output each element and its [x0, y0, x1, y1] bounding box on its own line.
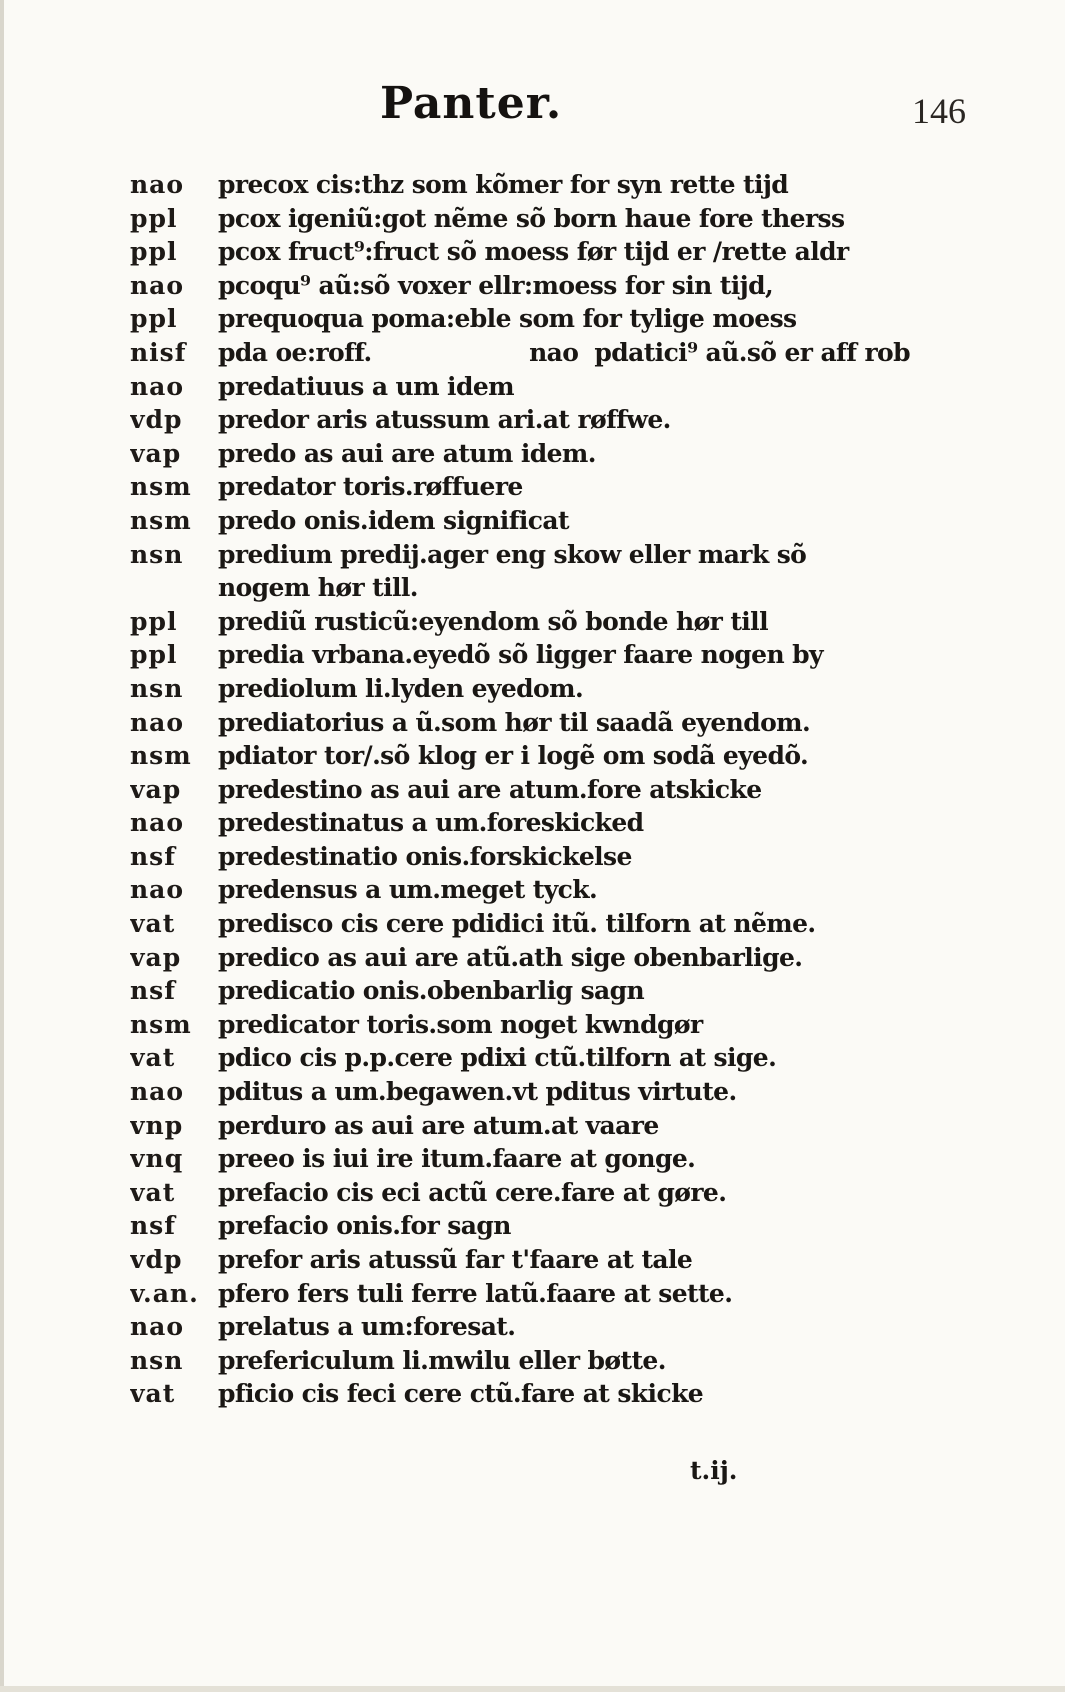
dictionary-entry: [130, 302, 910, 336]
dictionary-entry: [130, 1109, 910, 1143]
grammar-code: vap: [130, 438, 182, 468]
dictionary-entry: [130, 403, 910, 437]
grammar-code: nao: [130, 170, 185, 199]
entry-gloss: pcox igeniũ:got nẽme sõ born haue fore therss: [218, 203, 845, 233]
dictionary-entry: [130, 672, 910, 706]
grammar-code: nao: [130, 1312, 185, 1342]
grammar-code: ppl: [130, 606, 178, 636]
page-bottom-edge: [0, 1686, 1065, 1692]
entry-gloss: pdico cis p.p.cere pdixi ctũ.tilforn at sige.: [218, 1043, 777, 1073]
page-number: 146: [912, 91, 966, 131]
entry-gloss: predensus a um.meget tyck.: [218, 875, 598, 905]
grammar-code: nsm: [130, 741, 192, 771]
entry-gloss: perduro as aui are atum.at vaare: [218, 1110, 659, 1140]
entry-gloss: prequoqua poma:eble som for tylige moess: [218, 304, 797, 334]
grammar-code: nao: [130, 875, 185, 905]
dictionary-entry: [130, 806, 910, 840]
dictionary-entry: [130, 941, 910, 975]
entry-gloss: predo onis.idem significat: [218, 505, 569, 535]
dictionary-entry: [130, 1277, 910, 1311]
dictionary-entry: [130, 1243, 910, 1277]
inline-entry-gloss: pdatici⁹ aũ.sõ er aff rob: [594, 337, 910, 367]
grammar-code: nao: [130, 1077, 185, 1107]
grammar-code: nsf: [130, 1211, 177, 1241]
entry-gloss: predium predij.ager eng skow eller mark sõ: [218, 539, 807, 569]
grammar-code: ppl: [130, 237, 178, 267]
entry-gloss: pficio cis feci cere ctũ.fare at skicke: [218, 1379, 704, 1409]
dictionary-entry: [130, 773, 910, 807]
entry-gloss: predicatio onis.obenbarlig sagn: [218, 976, 645, 1006]
entry-gloss: predator toris.røffuere: [218, 472, 523, 502]
grammar-code: ppl: [130, 203, 178, 233]
entry-gloss: predisco cis cere pdidici itũ. tilforn at nẽme.: [218, 909, 816, 939]
dictionary-entry: [130, 470, 910, 504]
grammar-code: nao: [130, 808, 185, 838]
entry-gloss: pdiator tor/.sõ klog er i logẽ om sodã eyedõ.: [218, 741, 809, 771]
dictionary-entry: [130, 370, 910, 404]
entry-gloss: predor aris atussum ari.at røffwe.: [218, 405, 671, 435]
entry-gloss: prefacio onis.for sagn: [218, 1211, 511, 1241]
entry-gloss: nogem hør till.: [218, 573, 418, 603]
grammar-code: vnp: [130, 1110, 184, 1140]
grammar-code: vat: [130, 909, 176, 939]
dictionary-entry: [130, 571, 910, 605]
dictionary-entry: [130, 504, 910, 538]
dictionary-entry: [130, 1176, 910, 1210]
dictionary-entry: [130, 1344, 910, 1378]
grammar-code: nao: [130, 707, 185, 737]
dictionary-entry: [130, 1142, 910, 1176]
entry-gloss: predia vrbana.eyedõ sõ ligger faare nogen by: [218, 640, 823, 670]
dictionary-entries: [130, 168, 910, 1411]
grammar-code: nsn: [130, 539, 184, 569]
dictionary-entry: [130, 168, 910, 202]
dictionary-entry: [130, 706, 910, 740]
grammar-code: vat: [130, 1177, 176, 1207]
dictionary-entry: [130, 974, 910, 1008]
grammar-code: nsf: [130, 976, 177, 1006]
entry-gloss: pcoqu⁹ aũ:sõ voxer ellr:moess for sin tijd,: [218, 270, 774, 300]
entry-gloss: prediũ rusticũ:eyendom sõ bonde hør till: [218, 606, 768, 636]
entry-gloss: predestinatus a um.foreskicked: [218, 808, 644, 838]
entry-gloss: prefacio cis eci actũ cere.fare at gøre.: [218, 1177, 727, 1207]
grammar-code: vdp: [130, 405, 183, 435]
grammar-code: nsm: [130, 472, 192, 502]
dictionary-entry: [130, 202, 910, 236]
entry-gloss: pda oe:roff.: [218, 337, 372, 367]
entry-gloss: prefericulum li.mwilu eller bøtte.: [218, 1345, 666, 1375]
dictionary-entry: [130, 739, 910, 773]
grammar-code: nsf: [130, 841, 177, 871]
dictionary-entry: [130, 437, 910, 471]
catchword: t.ij.: [690, 1456, 738, 1485]
page-left-edge: [0, 0, 4, 1692]
dictionary-entry: [130, 638, 910, 672]
entry-gloss: prelatus a um:foresat.: [218, 1312, 516, 1342]
grammar-code: ppl: [130, 640, 178, 670]
dictionary-entry: [130, 605, 910, 639]
entry-gloss: predo as aui are atum idem.: [218, 438, 596, 468]
entry-gloss: predico as aui are atũ.ath sige obenbarlige.: [218, 942, 803, 972]
entry-gloss: prediolum li.lyden eyedom.: [218, 673, 584, 703]
entry-gloss: predestinatio onis.forskickelse: [218, 841, 632, 871]
dictionary-entry: [130, 1209, 910, 1243]
entry-gloss: prediatorius a ũ.som hør til saadã eyendom.: [218, 707, 811, 737]
grammar-code: nsn: [130, 673, 184, 703]
dictionary-entry: [130, 907, 910, 941]
entry-gloss: pcox fruct⁹:fruct sõ moess før tijd er /rette aldr: [218, 237, 849, 267]
dictionary-entry: [130, 1310, 910, 1344]
entry-gloss: predicator toris.som noget kwndgør: [218, 1009, 703, 1039]
grammar-code: vnq: [130, 1144, 184, 1174]
dictionary-entry: [130, 269, 910, 303]
grammar-code: v.an.: [130, 1278, 199, 1308]
dictionary-entry: [130, 1041, 910, 1075]
grammar-code: vap: [130, 942, 182, 972]
inline-grammar-code: nao: [529, 337, 579, 367]
grammar-code: nsn: [130, 1345, 184, 1375]
entry-gloss: pditus a um.begawen.vt pditus virtute.: [218, 1077, 737, 1107]
grammar-code: nsm: [130, 505, 192, 535]
entry-gloss: prefor aris atussũ far t'faare at tale: [218, 1245, 693, 1274]
dictionary-entry: [130, 1377, 910, 1411]
grammar-code: nao: [130, 371, 185, 401]
grammar-code: nisf: [130, 337, 187, 367]
entry-gloss: preeo is iui ire itum.faare at gonge.: [218, 1144, 696, 1174]
dictionary-entry: [130, 538, 910, 572]
dictionary-entry: [130, 1075, 910, 1109]
grammar-code: vdp: [130, 1245, 183, 1274]
dictionary-entry: [130, 235, 910, 269]
grammar-code: vap: [130, 774, 182, 804]
grammar-code: nao: [130, 270, 185, 300]
dictionary-entry: [130, 840, 910, 874]
grammar-code: ppl: [130, 304, 178, 334]
grammar-code: vat: [130, 1043, 176, 1073]
dictionary-entry: [130, 873, 910, 907]
dictionary-entry: [130, 336, 910, 370]
grammar-code: nsm: [130, 1009, 192, 1039]
dictionary-entry: [130, 1008, 910, 1042]
entry-gloss: predatiuus a um idem: [218, 371, 514, 401]
entry-gloss: pfero fers tuli ferre latũ.faare at sette.: [218, 1278, 733, 1308]
entry-gloss: predestino as aui are atum.fore atskicke: [218, 774, 762, 804]
entry-gloss: precox cis:thz som kõmer for syn rette tijd: [218, 170, 789, 199]
running-head: Panter.: [380, 78, 563, 129]
grammar-code: vat: [130, 1379, 176, 1409]
